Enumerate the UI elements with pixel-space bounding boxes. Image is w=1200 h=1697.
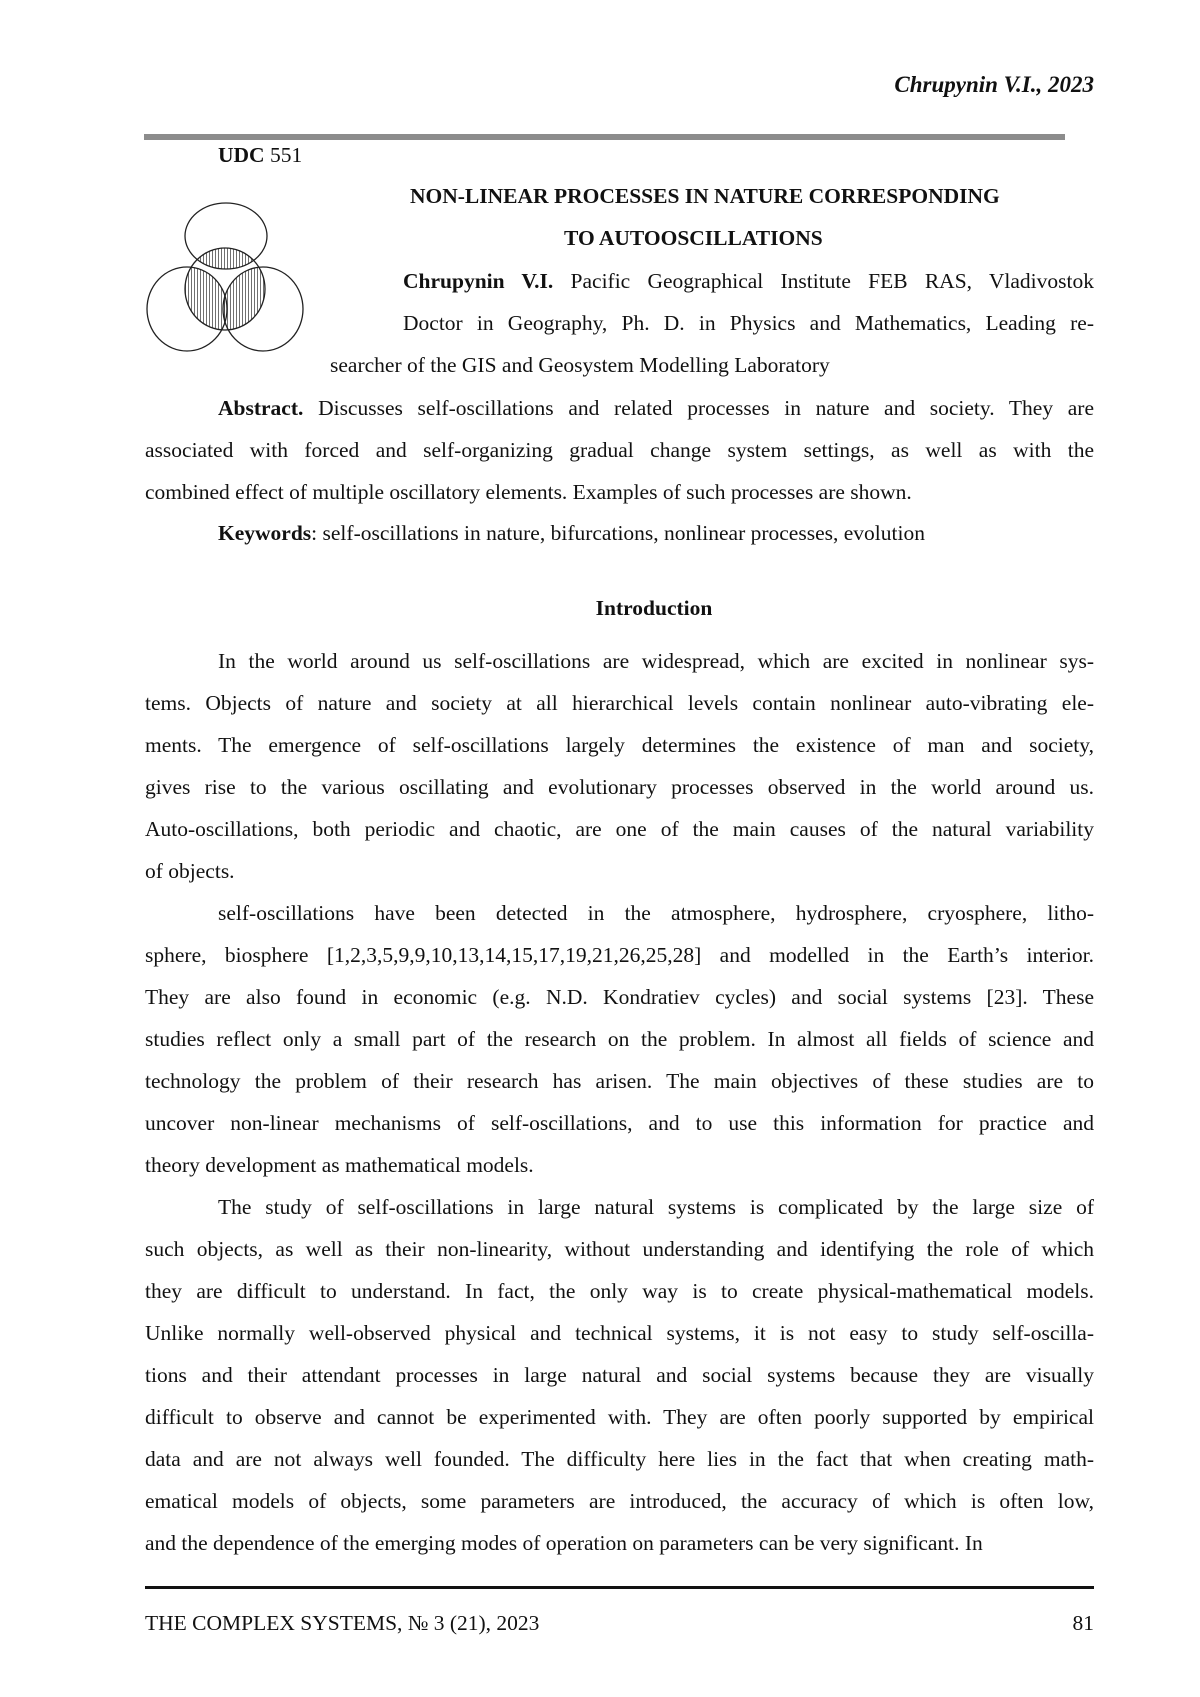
paragraph-3-line: The study of self-oscillations in large natural systems is complicated by the large size of	[218, 1195, 1094, 1219]
paragraph-3-line: data and are not always well founded. The difficulty here lies in the fact that when creating math-	[145, 1447, 1094, 1471]
article-title-line-2: TO AUTOOSCILLATIONS	[564, 226, 823, 250]
footer-rule	[145, 1586, 1094, 1589]
keywords	[218, 512, 1094, 554]
running-header: Chrupynin V.I., 2023	[894, 72, 1094, 97]
paragraph-3-line: ematical models of objects, some parameters are introduced, the accuracy of which is often low,	[145, 1489, 1094, 1513]
section-heading-introduction: Introduction	[595, 596, 713, 620]
author-affiliation: Pacific Geographical Institute FEB RAS, Vladivostok	[570, 269, 1094, 293]
abstract-label: Abstract.	[218, 396, 304, 420]
paragraph-3-line: Unlike normally well-observed physical and technical systems, it is not easy to study self-oscilla-	[145, 1321, 1094, 1345]
paragraph-3-line: and the dependence of the emerging modes of operation on parameters can be very significant. In	[145, 1531, 983, 1555]
paragraph-1-line: ments. The emergence of self-oscillations largely determines the existence of man and society,	[145, 733, 1094, 757]
paragraph-2-line: technology the problem of their research has arisen. The main objectives of these studies are to	[145, 1069, 1094, 1093]
udc	[218, 143, 302, 168]
paragraph-3-line: such objects, as well as their non-linearity, without understanding and identifying the role of which	[145, 1237, 1094, 1261]
abstract-line-2: associated with forced and self-organizing gradual change system settings, as well as with the	[145, 438, 1094, 462]
abstract-line-3: combined effect of multiple oscillatory elements. Examples of such processes are shown.	[145, 480, 912, 504]
udc-label: UDC	[218, 143, 265, 167]
udc-value: 551	[269, 143, 303, 167]
journal-logo-circles-icon	[145, 200, 310, 358]
paragraph-2-line: They are also found in economic (e.g. N.D. Kondratiev cycles) and social systems [23]. These	[145, 985, 1094, 1009]
abstract-line-1	[218, 387, 1094, 429]
author-credentials-line: Doctor in Geography, Ph. D. in Physics and Mathematics, Leading re-	[403, 311, 1094, 335]
paragraph-3-line: tions and their attendant processes in large natural and social systems because they are visually	[145, 1363, 1094, 1387]
article-title-line-1: NON-LINEAR PROCESSES IN NATURE CORRESPONDING	[410, 184, 1000, 208]
paragraph-3-line: difficult to observe and cannot be experimented with. They are often poorly supported by empirical	[145, 1405, 1094, 1429]
abstract-text: Discusses self-oscillations and related processes in nature and society. They are	[318, 396, 1094, 420]
author-name: Chrupynin V.I.	[403, 269, 554, 293]
author-credentials-line-2: searcher of the GIS and Geosystem Modelling Laboratory	[330, 353, 830, 377]
keywords-text: : self-oscillations in nature, bifurcations, nonlinear processes, evolution	[311, 521, 925, 545]
paragraph-2-line: self-oscillations have been detected in the atmosphere, hydrosphere, cryosphere, litho-	[218, 901, 1094, 925]
paragraph-3-line: they are difficult to understand. In fact, the only way is to create physical-mathematical models.	[145, 1279, 1094, 1303]
footer-journal: THE COMPLEX SYSTEMS, № 3 (21), 2023	[145, 1611, 540, 1635]
paragraph-1-line: of objects.	[145, 859, 235, 883]
paragraph-1-line: tems. Objects of nature and society at all hierarchical levels contain nonlinear auto-vibrating ele-	[145, 691, 1094, 715]
paragraph-2-line: theory development as mathematical models.	[145, 1153, 534, 1177]
keywords-label: Keywords	[218, 521, 312, 545]
paragraph-2-line: uncover non-linear mechanisms of self-oscillations, and to use this information for practice and	[145, 1111, 1094, 1135]
paragraph-2-line: studies reflect only a small part of the research on the problem. In almost all fields of science and	[145, 1027, 1094, 1051]
paragraph-1-line: gives rise to the various oscillating and evolutionary processes observed in the world around us.	[145, 775, 1094, 799]
page-number: 81	[1072, 1611, 1094, 1635]
paragraph-1-line: In the world around us self-oscillations are widespread, which are excited in nonlinear sys-	[218, 649, 1094, 673]
header-rule	[144, 134, 1065, 140]
author-line	[403, 260, 1094, 302]
paragraph-2-line: sphere, biosphere [1,2,3,5,9,9,10,13,14,15,17,19,21,26,25,28] and modelled in the Earth’s interior.	[145, 943, 1094, 967]
paragraph-1-line: Auto-oscillations, both periodic and chaotic, are one of the main causes of the natural variability	[145, 817, 1094, 841]
